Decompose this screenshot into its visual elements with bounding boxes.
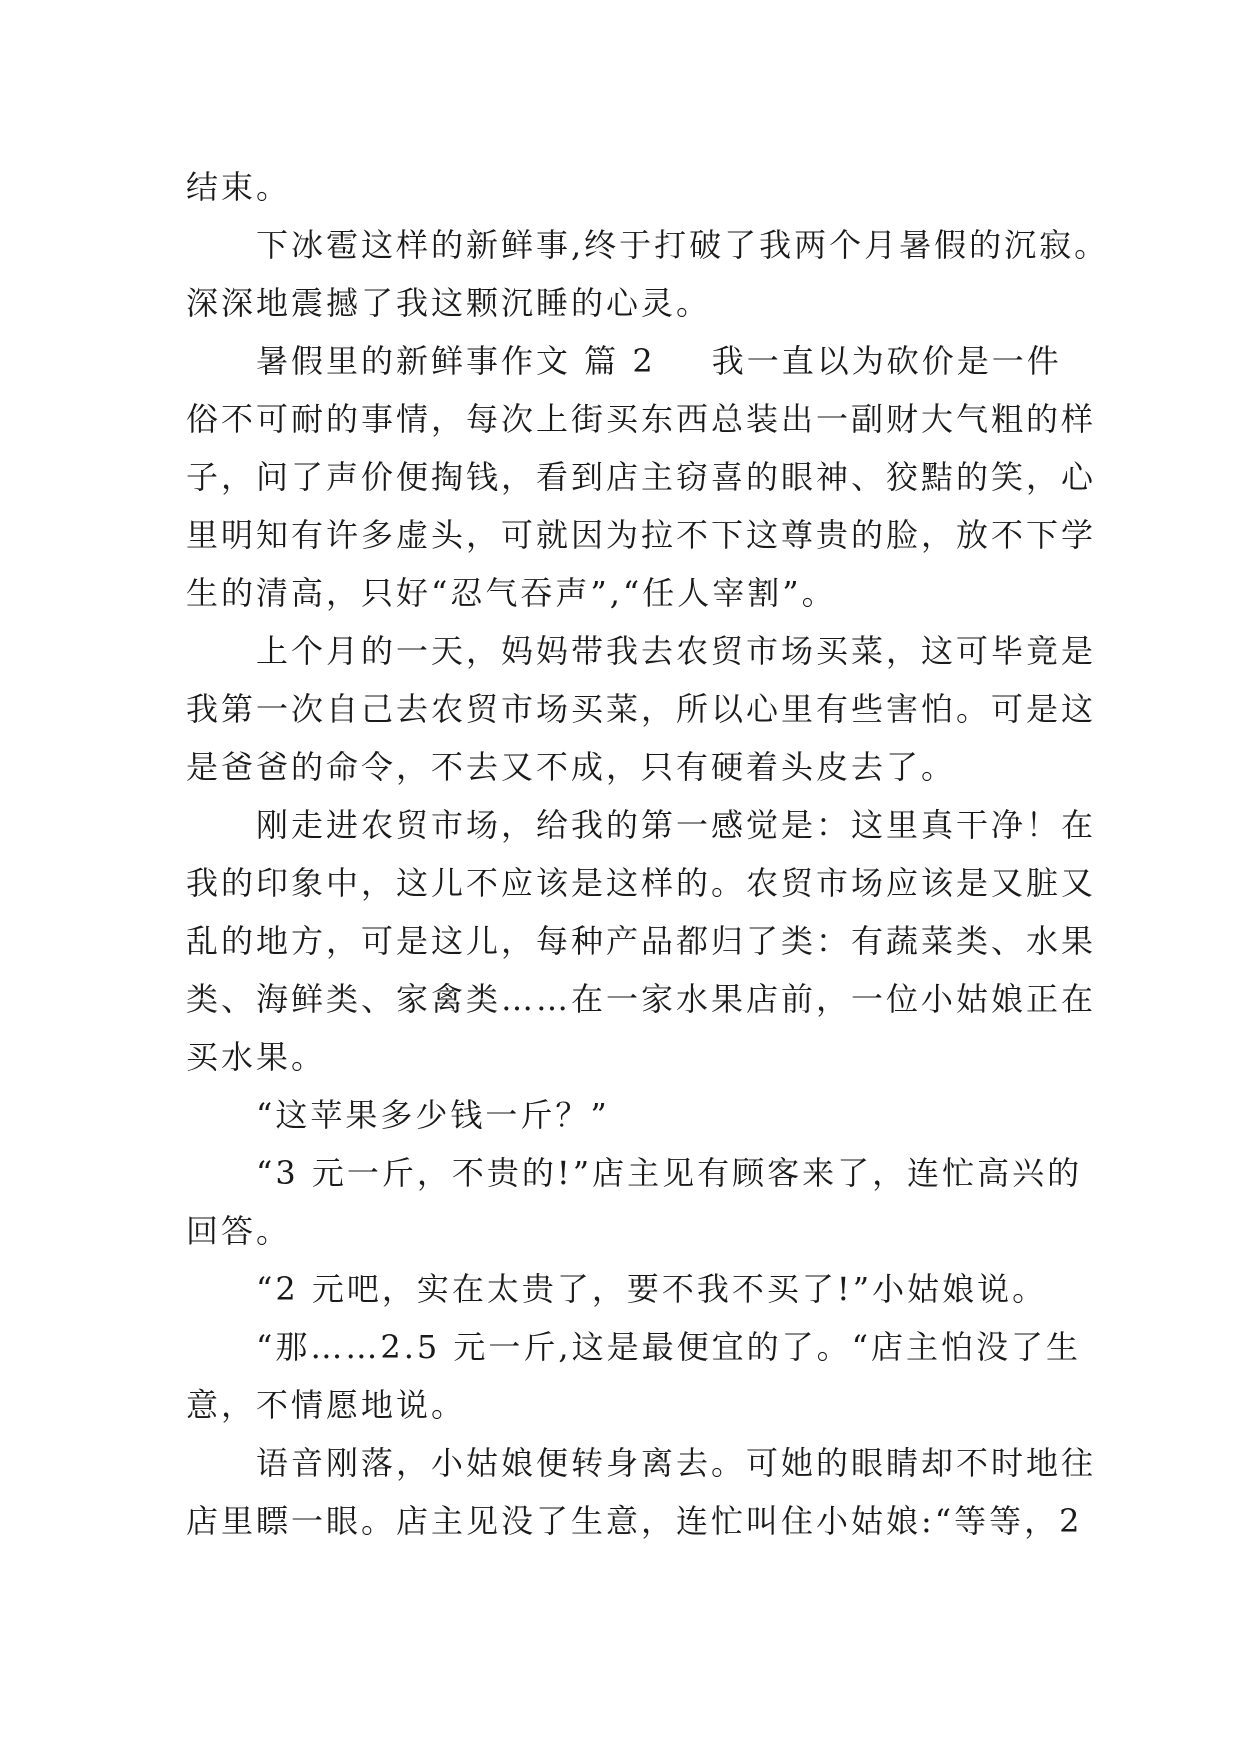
text-line	[186, 622, 1097, 680]
section-heading-line	[186, 332, 1062, 390]
line-text: 下冰雹这样的新鲜事,终于打破了我两个月暑假的沉寂。	[256, 226, 1110, 264]
text-line	[186, 854, 1097, 912]
text-line	[186, 738, 1056, 796]
text-line	[186, 1260, 1056, 1318]
line-text: “那……2.5 元一斤,这是最便宜的了。“店主怕没了生	[256, 1328, 1081, 1366]
line-text: 生的清高，只好“忍气吞声”,“任人宰割”。	[186, 574, 837, 612]
line-text: 类、海鲜类、家禽类……在一家水果店前，一位小姑娘正在	[186, 980, 1097, 1018]
text-line	[186, 1028, 1056, 1086]
line-text: 语音刚落，小姑娘便转身离去。可她的眼睛却不时地往	[256, 1444, 1097, 1482]
text-line	[186, 1318, 1081, 1376]
text-line	[186, 1434, 1097, 1492]
line-text: 是爸爸的命令，不去又不成，只有硬着头皮去了。	[186, 748, 957, 786]
text-line	[186, 912, 1097, 970]
text-line	[186, 564, 1056, 622]
text-line	[186, 1086, 1056, 1144]
text-line	[186, 1144, 1083, 1202]
line-text: 我一直以为砍价是一件	[711, 342, 1062, 380]
text-line	[186, 448, 1097, 506]
line-text: 刚走进农贸市场，给我的第一感觉是：这里真干净！在	[256, 806, 1097, 844]
line-text: 俗不可耐的事情，每次上街买东西总装出一副财大气粗的样	[186, 400, 1097, 438]
line-text: 里明知有许多虚头，可就因为拉不下这尊贵的脸，放不下学	[186, 516, 1097, 554]
line-text: 上个月的一天，妈妈带我去农贸市场买菜，这可毕竟是	[256, 632, 1097, 670]
text-line	[186, 970, 1097, 1028]
text-line	[186, 1202, 1056, 1260]
line-text: 乱的地方，可是这儿，每种产品都归了类：有蔬菜类、水果	[186, 922, 1097, 960]
text-line	[186, 1492, 1083, 1550]
line-text: 意，不情愿地说。	[186, 1386, 467, 1424]
line-text: “3 元一斤，不贵的!”店主见有顾客来了，连忙高兴的	[256, 1154, 1083, 1192]
line-text: 店里瞟一眼。店主见没了生意，连忙叫住小姑娘:“等等，2	[186, 1502, 1083, 1540]
line-text: 我的印象中，这儿不应该是这样的。农贸市场应该是又脏又	[186, 864, 1097, 902]
line-text: 深深地震撼了我这颗沉睡的心灵。	[186, 284, 712, 322]
text-line	[186, 680, 1097, 738]
text-line	[186, 506, 1097, 564]
line-text: 回答。	[186, 1212, 292, 1250]
text-line	[186, 796, 1097, 854]
line-text: 我第一次自己去农贸市场买菜，所以心里有些害怕。可是这	[186, 690, 1097, 728]
text-line	[186, 1376, 1056, 1434]
text-line	[186, 158, 1056, 216]
document-body	[186, 158, 1110, 1550]
text-line	[186, 216, 1110, 274]
line-text: “这苹果多少钱一斤？”	[256, 1096, 610, 1134]
line-text: 结束。	[186, 168, 292, 206]
text-line	[186, 390, 1097, 448]
text-line	[186, 274, 1056, 332]
line-text: “2 元吧，实在太贵了，要不我不买了!”小姑娘说。	[256, 1270, 1048, 1308]
line-text: 子，问了声价便掏钱，看到店主窃喜的眼神、狡黠的笑，心	[186, 458, 1097, 496]
line-text: 买水果。	[186, 1038, 327, 1076]
section-heading: 暑假里的新鲜事作文 篇 2	[256, 342, 656, 380]
